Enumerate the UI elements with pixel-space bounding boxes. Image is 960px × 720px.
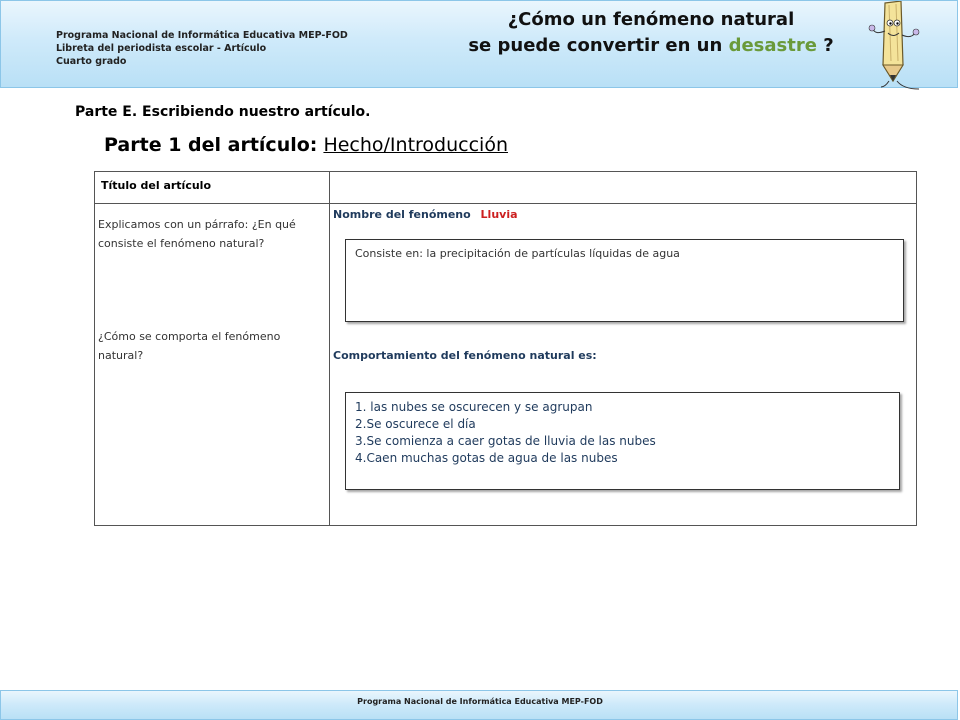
subsection-heading <box>104 134 508 156</box>
phenomenon-name-value: Lluvia <box>480 208 518 221</box>
page-title <box>441 7 861 59</box>
title-line-1: ¿Cómo un fenómeno natural <box>507 9 795 30</box>
grade-label: Cuarto grado <box>56 56 127 67</box>
behavior-step: 4.Caen muchas gotas de agua de las nubes <box>355 451 618 465</box>
title-line-2-pre: se puede convertir en un <box>468 35 723 56</box>
behavior-step: 1. las nubes se oscurecen y se agrupan <box>355 400 593 414</box>
program-name: Programa Nacional de Informática Educativa MEP-FOD <box>56 30 348 41</box>
behavior-label: Comportamiento del fenómeno natural es: <box>333 349 597 362</box>
title-accent-word: desastre <box>728 35 817 56</box>
subsection-topic: Hecho/Introducción <box>323 134 508 156</box>
article-title-label: Título del artículo <box>101 179 212 192</box>
question-consiste: Explicamos con un párrafo: ¿En qué consiste el fenómeno natural? <box>98 218 296 250</box>
column-divider <box>329 172 330 525</box>
footer-banner <box>0 690 958 720</box>
row-divider <box>95 203 916 204</box>
behavior-step: 2.Se oscurece el día <box>355 417 476 431</box>
behavior-box <box>345 392 900 490</box>
footer-text: Programa Nacional de Informática Educativa MEP-FOD <box>357 697 603 706</box>
behavior-step: 3.Se comienza a caer gotas de lluvia de las nubes <box>355 434 656 448</box>
question-comportamiento: ¿Cómo se comporta el fenómeno natural? <box>98 330 281 362</box>
pencil-character-icon <box>863 1 943 93</box>
section-heading: Parte E. Escribiendo nuestro artículo. <box>75 104 371 120</box>
phenomenon-name-row <box>333 208 518 221</box>
header-banner <box>0 0 958 88</box>
title-line-2 <box>441 33 861 59</box>
phenomenon-name-label: Nombre del fenómeno <box>333 208 471 221</box>
article-table <box>94 171 917 526</box>
definition-box: Consiste en: la precipitación de partículas líquidas de agua <box>345 239 904 322</box>
subsection-lead: Parte 1 del artículo: <box>104 134 318 156</box>
program-info <box>56 29 348 68</box>
notebook-name: Libreta del periodista escolar - Artículo <box>56 43 267 54</box>
title-line-2-post: ? <box>823 35 834 56</box>
